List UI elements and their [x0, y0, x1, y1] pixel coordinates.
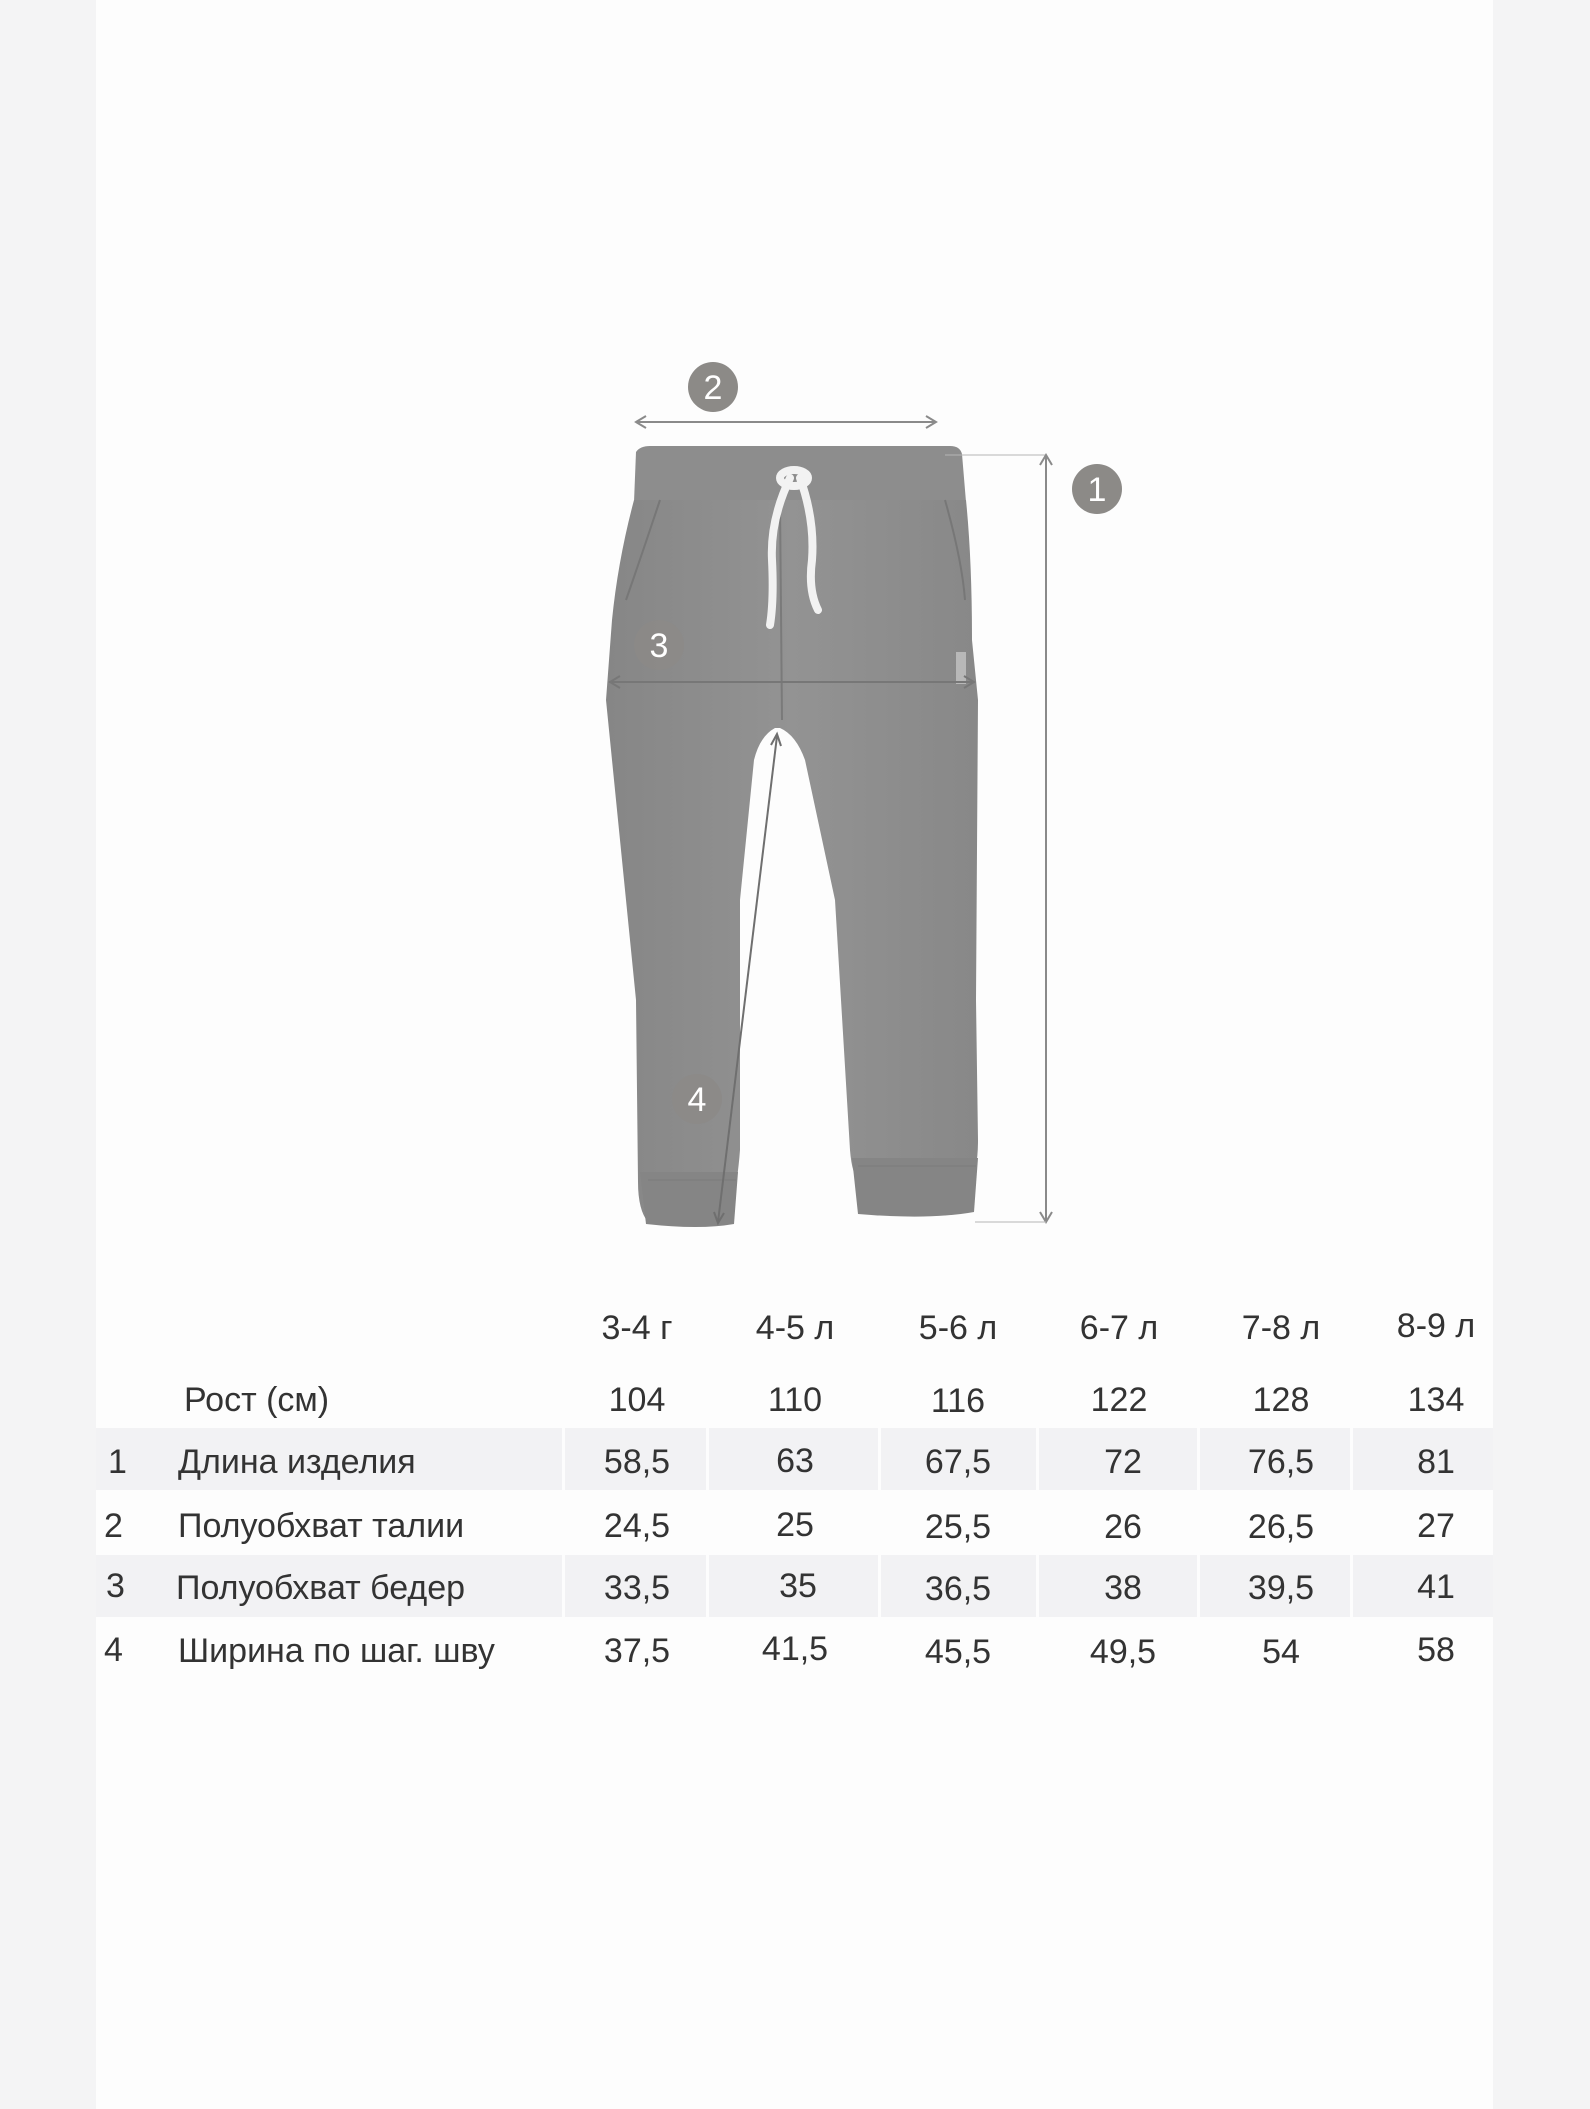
table-cell: 49,5: [1089, 1633, 1157, 1671]
height-value: 110: [767, 1381, 823, 1419]
table-cell: 41: [1417, 1568, 1455, 1606]
table-cell: 35: [779, 1567, 817, 1605]
row-label: Полуобхват талии: [178, 1507, 465, 1545]
table-cell: 25,5: [924, 1508, 992, 1546]
svg-text:2: 2: [703, 369, 723, 407]
size-header: 7-8 л: [1241, 1309, 1321, 1347]
table-cell: 45,5: [924, 1633, 992, 1671]
size-header: 3-4 г: [601, 1309, 673, 1347]
size-header: 6-7 л: [1079, 1309, 1159, 1347]
table-cell: 58,5: [603, 1443, 671, 1481]
height-value: 104: [608, 1381, 666, 1419]
row-label: Полуобхват бедер: [176, 1569, 466, 1607]
svg-text:3: 3: [649, 627, 669, 665]
table-cell: 24,5: [603, 1507, 671, 1545]
table-cell: 27: [1417, 1507, 1455, 1545]
table-cell: 81: [1417, 1443, 1455, 1481]
table-cell: 41,5: [761, 1630, 829, 1668]
row-label: Длина изделия: [178, 1443, 416, 1481]
height-value: 128: [1252, 1381, 1310, 1419]
size-header: 8-9 л: [1396, 1307, 1476, 1345]
row-number: 1: [108, 1443, 127, 1481]
svg-text:4: 4: [687, 1081, 707, 1119]
size-header: 5-6 л: [918, 1309, 998, 1347]
row-number: 4: [104, 1631, 123, 1669]
table-cell: 25: [776, 1506, 814, 1544]
table-cell: 76,5: [1247, 1443, 1315, 1481]
table-cell: 37,5: [603, 1632, 671, 1670]
size-header: 4-5 л: [755, 1309, 835, 1347]
svg-text:1: 1: [1087, 471, 1107, 509]
height-row-label: Рост (см): [184, 1381, 330, 1419]
table-cell: 26,5: [1247, 1508, 1315, 1546]
table-cell: 63: [776, 1442, 814, 1480]
height-value: 116: [930, 1382, 986, 1420]
table-cell: 38: [1104, 1569, 1142, 1607]
height-value: 122: [1090, 1381, 1148, 1419]
table-cell: 26: [1104, 1508, 1142, 1546]
table-cell: 67,5: [924, 1443, 992, 1481]
row-number: 2: [104, 1507, 123, 1545]
table-cell: 33,5: [603, 1569, 671, 1607]
table-cell: 72: [1104, 1443, 1142, 1481]
row-number: 3: [106, 1567, 125, 1605]
height-value: 134: [1407, 1381, 1465, 1419]
table-cell: 58: [1417, 1631, 1455, 1669]
table-cell: 54: [1262, 1633, 1300, 1671]
row-label: Ширина по шаг. шву: [178, 1632, 495, 1670]
table-cell: 36,5: [924, 1570, 992, 1608]
table-cell: 39,5: [1247, 1569, 1315, 1607]
